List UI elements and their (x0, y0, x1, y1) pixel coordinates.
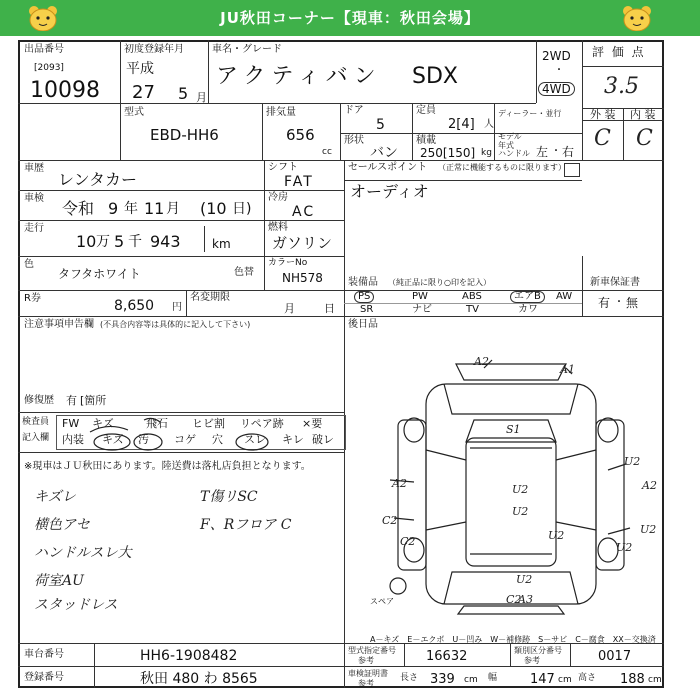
mark-right-u2b: U2 (640, 523, 657, 536)
drive-4wd: 4WD (538, 82, 575, 96)
equip-ps: PS (354, 291, 374, 303)
handnote-3: ハンドルスレ大 (34, 545, 132, 561)
handle-right: 右 (562, 145, 575, 159)
check-dirt: 汚 (138, 433, 149, 446)
aircon-label: 冷房 (268, 192, 288, 203)
mileage-sen-unit: 千 (128, 234, 142, 250)
warranty-yes: 有 (598, 296, 611, 310)
modelyear-label: モデル 年式 (498, 132, 522, 150)
car-grade: SDX (412, 64, 458, 89)
chassis-value: HH6-1908482 (140, 648, 238, 664)
mark-roof-s1: S1 (506, 423, 521, 436)
mark-left-a2: A2 (392, 477, 407, 490)
equip-navi: ナビ (412, 304, 432, 315)
check-kizu: キズ (92, 417, 114, 430)
capacity-unit: 人 (484, 119, 494, 130)
bodyshape-value: バン (370, 145, 398, 161)
check-tobiishi: 飛石 (146, 417, 168, 430)
plate-value: 秋田 480 わ 8565 (140, 671, 258, 687)
check-hole: 穴 (212, 433, 223, 446)
damage-legend: A－キズ E－エクボ U－凹み W－補修跡 S－サビ C－腐食 XX－交換済 (370, 635, 656, 644)
mark-left-c2: C2 (382, 514, 398, 527)
drive-2wd: 2WD (542, 49, 571, 63)
repair-suffix: [箇所 (80, 394, 107, 407)
mileage-sen: 5 (114, 232, 125, 251)
handnote-1: キズレ (34, 489, 76, 505)
registration-month: 5 (178, 84, 189, 103)
score-value: 3.5 (604, 74, 639, 99)
length-label: 長さ (400, 673, 419, 683)
inspection-era: 令和 (62, 199, 95, 218)
height-value: 188 (620, 672, 645, 687)
check-burn: コゲ (174, 433, 196, 446)
classnum-label: 類別区分番号 (514, 646, 562, 655)
doors-value: 5 (376, 117, 385, 133)
width-unit: cm (558, 675, 572, 685)
warranty-label: 新車保証書 (590, 277, 640, 288)
check-hibiware: ヒビ割 (192, 417, 225, 430)
plate-label: 登録番号 (24, 672, 64, 683)
history-label: 車歴 (24, 163, 44, 174)
mark-roof-u2: U2 (512, 483, 529, 496)
equip-airbag: エアB (510, 291, 545, 303)
handle-label: ハンドル (498, 149, 530, 158)
check-interior: 内装 (62, 433, 84, 446)
width-value: 147 (530, 672, 555, 687)
notice: ※現車はＪＵ秋田にあります。陸送費は落札店負担となります。 (24, 461, 311, 472)
width-label: 幅 (488, 673, 498, 683)
car-name: アクティバン (216, 64, 382, 89)
repair-label: 修復歴 (24, 395, 54, 406)
mileage-rest: 943 (150, 232, 181, 251)
shift-value: FAT (284, 174, 314, 190)
handnote-2: 横色アセ (34, 517, 90, 533)
mileage-label: 走行 (24, 223, 44, 234)
classnum-sub: 参考 (524, 656, 540, 665)
mark-right-u2: U2 (624, 455, 641, 468)
check-label-1: 検査員 (22, 417, 50, 427)
inspection-year-unit: 年 (124, 201, 138, 217)
capacity-label: 定員 (416, 105, 436, 116)
aircon-value: AC (292, 204, 316, 220)
doors-label: ドア (344, 105, 364, 116)
sales-value: オーディオ (350, 182, 429, 201)
equip-pw: PW (412, 291, 428, 302)
height-label: 高さ (578, 673, 597, 683)
registration-month-unit: 月 (196, 91, 207, 104)
mark-roof-u2b: U2 (512, 505, 529, 518)
registration-era: 平成 (126, 61, 154, 77)
warranty-dot: ・ (614, 297, 624, 308)
inspection-day-unit: 日) (232, 201, 252, 217)
registration-year: 27 (132, 82, 155, 103)
certnum-value: 16632 (426, 649, 468, 664)
equipment-note: （純正品に限り○印を記入） (388, 278, 491, 287)
dims-sub: 参考 (358, 679, 374, 688)
inspection-day: (10 (200, 199, 227, 218)
certnum-label: 型式指定番号 (348, 646, 396, 655)
score-label: 評 価 点 (592, 45, 646, 59)
load-unit: kg (481, 148, 492, 158)
namechange-day: 日 (324, 302, 335, 315)
mark-rear-a3: A3 (518, 593, 533, 606)
load-label: 積載 (416, 135, 436, 146)
check-label-2: 記入欄 (22, 433, 50, 443)
notes-label: 注意事項申告欄 (24, 319, 94, 330)
interior-grade: C (636, 126, 653, 151)
handnote-5: スタッドレス (34, 597, 118, 613)
sales-note: （正常に機能するものに限ります） (438, 163, 566, 172)
handle-left: 左 (536, 145, 549, 159)
mark-rear-c2: C2 (506, 593, 522, 606)
mark-left-c2b: C2 (400, 535, 416, 548)
equip-abs: ABS (462, 291, 482, 302)
mark-front-a1: A1 (560, 363, 575, 376)
height-unit: cm (648, 675, 662, 685)
recycle-unit: 円 (172, 302, 182, 313)
handnote-6: T傷リSC (200, 489, 258, 505)
mark-front-a2: A2 (474, 355, 489, 368)
sales-checkbox[interactable] (564, 163, 580, 177)
header-title: JU秋田コーナー【現車：秋田会場】 (220, 9, 480, 27)
exterior-grade: C (594, 126, 611, 151)
mileage-unit: km (212, 237, 231, 251)
notes-sub: (不具合内容等は具体的に記入して下さい) (100, 320, 251, 329)
length-value: 339 (430, 672, 455, 687)
mileage-man-unit: 万 (96, 234, 110, 250)
capacity-value: 2[4] (448, 117, 475, 132)
shift-label: シフト (268, 162, 298, 173)
handnote-7: F、Rフロア C (200, 517, 292, 533)
equip-sr: SR (360, 304, 374, 315)
lot-number: 10098 (30, 78, 100, 103)
repair-value: 有 (66, 394, 77, 407)
check-circle-marks (56, 412, 346, 452)
check-fw: FW (62, 417, 80, 430)
model-label: 型式 (124, 107, 144, 118)
recycle-value: 8,650 (114, 298, 155, 314)
recycle-label: R券 (24, 293, 41, 304)
check-wear: スレ (244, 433, 266, 446)
displacement-label: 排気量 (266, 107, 296, 118)
fuel-label: 燃料 (268, 222, 288, 233)
mark-right-a2: A2 (642, 479, 657, 492)
load-value: 250[150] (420, 146, 476, 160)
dims-label: 車検証明書 (348, 669, 388, 678)
interior-label: 内 装 (630, 108, 656, 121)
car-label: 車名・グレード (212, 44, 282, 55)
model-value: EBD-HH6 (150, 126, 219, 144)
check-int-kizu: キズ (102, 433, 124, 446)
equip-leather: カワ (518, 304, 538, 315)
length-unit: cm (464, 675, 478, 685)
colorcode-label: カラーNo (268, 258, 308, 268)
afterfit-label: 後日品 (348, 319, 378, 330)
equip-tv: TV (466, 304, 479, 315)
check-tear: 破レ (312, 433, 334, 446)
certnum-sub: 参考 (358, 656, 374, 665)
color-label: 色 (24, 259, 34, 270)
check-req: ×要 (302, 417, 323, 430)
color-value: タフタホワイト (58, 267, 141, 281)
displacement-value: 656 (286, 126, 315, 144)
repaint-label: 色替 (234, 267, 254, 278)
mileage-man: 10 (76, 232, 97, 251)
mark-center-u2: U2 (548, 529, 565, 542)
exterior-label: 外 装 (590, 108, 616, 121)
colorcode-value: NH578 (282, 271, 323, 285)
equipment-label: 装備品 (348, 277, 378, 288)
displacement-unit: cc (322, 147, 332, 157)
inspection-month-unit: 月 (166, 201, 180, 217)
inspection-label: 車検 (24, 193, 44, 204)
registration-label: 初度登録年月 (124, 44, 184, 55)
equip-aw: AW (556, 291, 573, 302)
spare-label: スペア (370, 597, 394, 606)
namechange-label: 名変期限 (190, 292, 230, 303)
check-cut: キレ (282, 433, 304, 446)
mark-rear-u2: U2 (516, 573, 533, 586)
check-repair: リペア跡 (240, 417, 284, 430)
drive-dot: ・ (554, 65, 564, 76)
lot-label: 出品番号 (24, 44, 64, 55)
namechange-month: 月 (284, 302, 295, 315)
handle-dot: ・ (551, 146, 561, 157)
dealer-label: ディーラー・並行 (498, 109, 562, 118)
classnum-value: 0017 (598, 649, 632, 664)
lot-subnumber: [2093] (34, 63, 64, 73)
fuel-value: ガソリン (272, 234, 333, 252)
handnote-4: 荷室AU (34, 573, 84, 589)
mark-right-u2c: U2 (616, 541, 633, 554)
bodyshape-label: 形状 (344, 135, 364, 146)
inspection-year: 9 (108, 199, 119, 218)
inspection-month: 11 (144, 199, 165, 218)
sales-label: セールスポイント (348, 162, 428, 173)
warranty-no: 無 (626, 296, 639, 310)
history-value: レンタカー (58, 170, 137, 189)
chassis-label: 車台番号 (24, 649, 64, 660)
